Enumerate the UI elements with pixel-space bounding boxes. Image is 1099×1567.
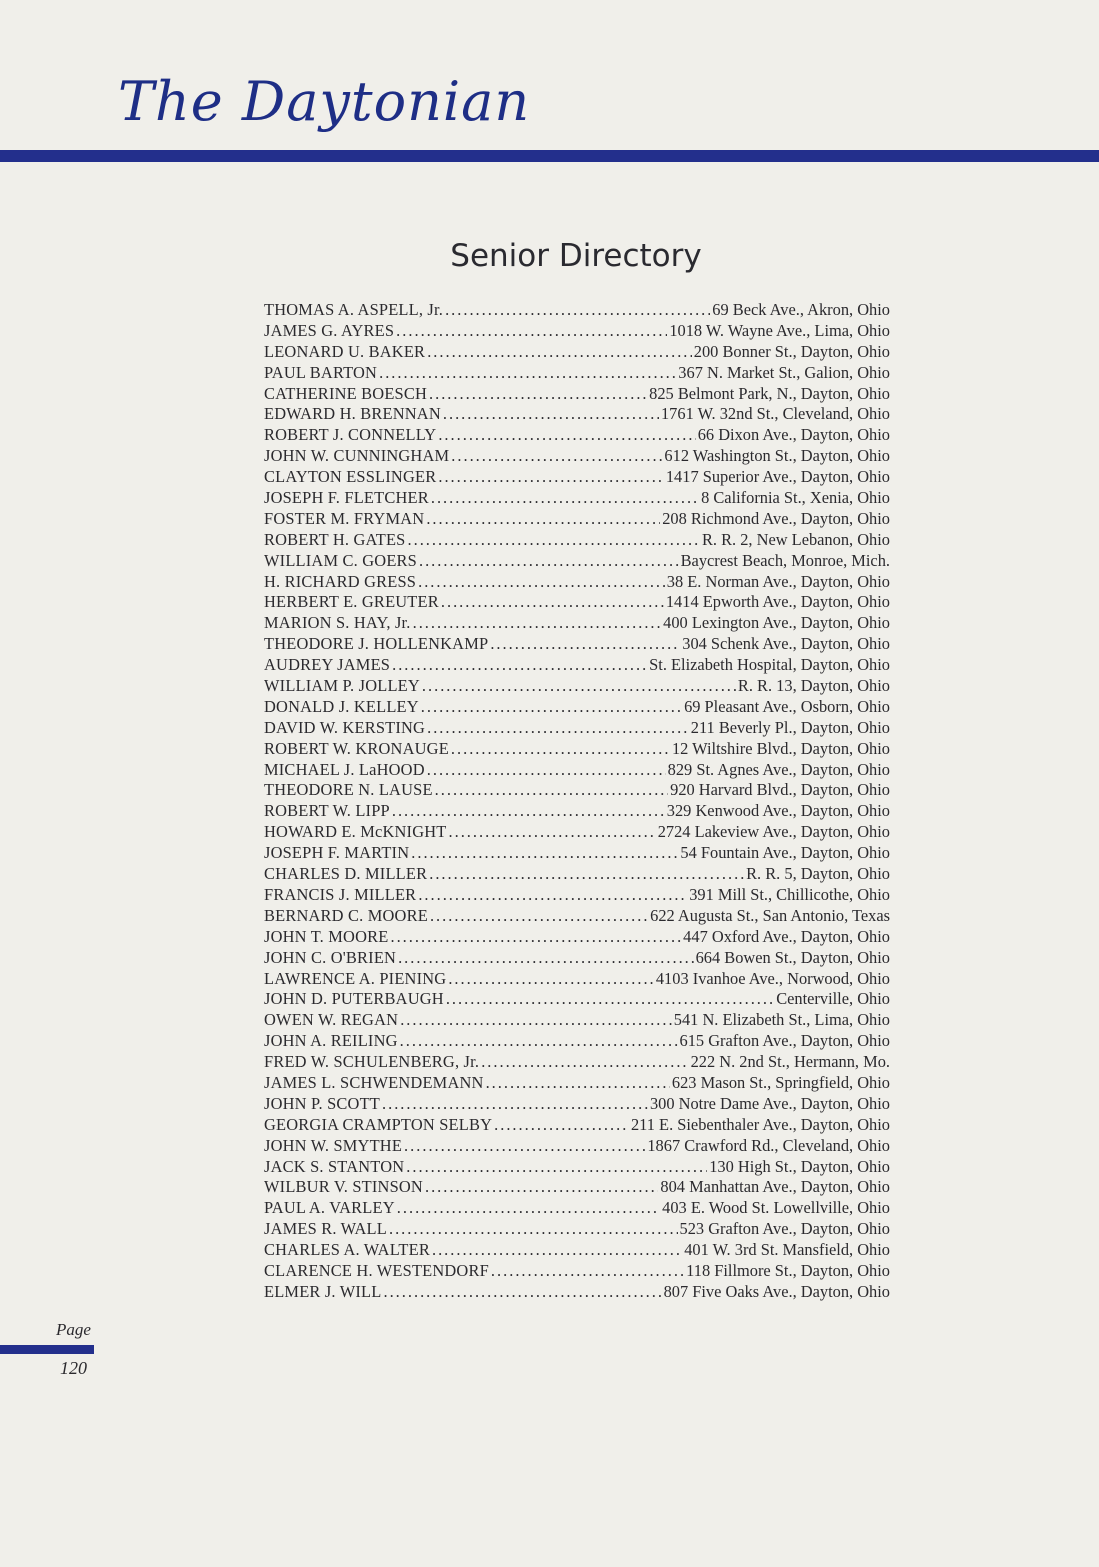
dot-leader: [451, 739, 670, 760]
directory-entry: [264, 488, 890, 509]
entry-name: LEONARD U. BAKER: [264, 341, 426, 361]
entry-address: 300 Notre Dame Ave., Dayton, Ohio: [649, 1093, 890, 1113]
entry-address: 523 Grafton Ave., Dayton, Ohio: [679, 1219, 890, 1239]
entry-name: JOHN P. SCOTT: [264, 1093, 380, 1113]
entry-name: THOMAS A. ASPELL, Jr.: [264, 300, 444, 319]
dot-leader: [408, 530, 700, 551]
directory-entry: [264, 1177, 890, 1198]
entry-name: H. RICHARD GRESS: [264, 571, 417, 591]
dot-leader: [390, 927, 681, 948]
entry-name: JOHN C. O'BRIEN: [264, 947, 397, 967]
dot-leader: [398, 948, 694, 969]
dot-leader: [383, 1282, 661, 1303]
entry-address: 208 Richmond Ave., Dayton, Ohio: [662, 508, 890, 528]
entry-address: 1414 Epworth Ave., Dayton, Ohio: [665, 592, 890, 612]
entry-address: 1417 Superior Ave., Dayton, Ohio: [665, 467, 890, 487]
entry-name: ROBERT W. KRONAUGE: [264, 738, 449, 758]
entry-name: CHARLES A. WALTER: [264, 1240, 430, 1260]
entry-name: HOWARD E. McKNIGHT: [264, 822, 447, 842]
directory-entry: [264, 697, 890, 718]
dot-leader: [427, 718, 689, 739]
directory-entry: [264, 342, 890, 363]
directory-entry: [264, 1031, 890, 1052]
entry-address: 118 Fillmore St., Dayton, Ohio: [686, 1260, 890, 1280]
entry-name: ROBERT W. LIPP: [264, 801, 390, 821]
dot-leader: [451, 446, 662, 467]
dot-leader: [429, 384, 647, 405]
entry-name: WILLIAM C. GOERS: [264, 550, 417, 570]
entry-name: MICHAEL J. LaHOOD: [264, 759, 425, 779]
directory-entry: [264, 676, 890, 697]
entry-name: ROBERT J. CONNELLY: [264, 425, 437, 445]
entry-name: DONALD J. KELLEY: [264, 696, 419, 716]
entry-name: FRANCIS J. MILLER: [264, 884, 417, 904]
entry-name: JOHN T. MOORE: [264, 926, 389, 946]
directory-entry: [264, 843, 890, 864]
entry-address: 1018 W. Wayne Ave., Lima, Ohio: [669, 320, 890, 340]
entry-name: WILBUR V. STINSON: [264, 1177, 423, 1197]
directory-entry: [264, 969, 890, 990]
dot-leader: [396, 321, 667, 342]
dot-leader: [418, 885, 687, 906]
entry-address: 4103 Ivanhoe Ave., Norwood, Ohio: [655, 968, 890, 988]
dot-leader: [449, 822, 656, 843]
dot-leader: [392, 655, 647, 676]
dot-leader: [426, 509, 660, 530]
entry-address: 612 Washington St., Dayton, Ohio: [664, 446, 890, 466]
entry-address: 623 Mason St., Springfield, Ohio: [671, 1072, 890, 1092]
entry-name: JOHN W. CUNNINGHAM: [264, 446, 450, 466]
directory-entry: [264, 739, 890, 760]
entry-address: 69 Pleasant Ave., Osborn, Ohio: [684, 696, 890, 716]
entry-name: ELMER J. WILL: [264, 1281, 382, 1301]
directory-entry: [264, 300, 890, 321]
entry-address: 622 Augusta St., San Antonio, Texas: [650, 905, 890, 925]
dot-leader: [429, 864, 744, 885]
masthead-title: The Daytonian: [118, 70, 531, 133]
dot-leader: [441, 592, 664, 613]
directory-entry: [264, 467, 890, 488]
dot-leader: [486, 1073, 670, 1094]
dot-leader: [413, 613, 662, 634]
directory-entry: [264, 551, 890, 572]
dot-leader: [438, 425, 695, 446]
entry-address: 130 High St., Dayton, Ohio: [709, 1156, 890, 1176]
entry-address: 447 Oxford Ave., Dayton, Ohio: [683, 926, 890, 946]
entry-address: 66 Dixon Ave., Dayton, Ohio: [697, 425, 890, 445]
entry-address: R. R. 13, Dayton, Ohio: [737, 676, 890, 696]
dot-leader: [494, 1115, 629, 1136]
directory-entry: [264, 1261, 890, 1282]
entry-name: EDWARD H. BRENNAN: [264, 404, 441, 424]
directory-entry: [264, 1010, 890, 1031]
directory-entry: [264, 321, 890, 342]
entry-address: 329 Kenwood Ave., Dayton, Ohio: [666, 801, 890, 821]
dot-leader: [397, 1198, 660, 1219]
entry-name: AUDREY JAMES: [264, 655, 391, 675]
directory-entry: [264, 634, 890, 655]
dot-leader: [481, 1052, 688, 1073]
directory-entry: [264, 864, 890, 885]
entry-address: 401 W. 3rd St. Mansfield, Ohio: [684, 1240, 890, 1260]
entry-address: 2724 Lakeview Ave., Dayton, Ohio: [657, 822, 890, 842]
dot-leader: [400, 1010, 672, 1031]
entry-name: CLAYTON ESSLINGER: [264, 467, 437, 487]
header-rule: [0, 150, 1099, 162]
entry-name: BERNARD C. MOORE: [264, 905, 428, 925]
dot-leader: [445, 300, 710, 321]
entry-address: R. R. 5, Dayton, Ohio: [746, 864, 890, 884]
entry-name: OWEN W. REGAN: [264, 1010, 399, 1030]
page-number: 120: [60, 1358, 87, 1378]
entry-name: JACK S. STANTON: [264, 1156, 405, 1176]
page-label: Page: [56, 1320, 91, 1339]
directory-entry: [264, 1136, 890, 1157]
entry-address: 664 Bowen St., Dayton, Ohio: [695, 947, 890, 967]
entry-name: DAVID W. KERSTING: [264, 717, 426, 737]
dot-leader: [419, 551, 679, 572]
dot-leader: [491, 1261, 684, 1282]
entry-address: Centerville, Ohio: [776, 989, 890, 1009]
dot-leader: [422, 676, 736, 697]
directory-entry: [264, 1240, 890, 1261]
directory-entry: [264, 613, 890, 634]
dot-leader: [411, 843, 678, 864]
directory-entry: [264, 1115, 890, 1136]
entry-address: 54 Fountain Ave., Dayton, Ohio: [680, 843, 890, 863]
directory-entry: [264, 446, 890, 467]
entry-name: PAUL A. VARLEY: [264, 1198, 395, 1218]
entry-address: 391 Mill St., Chillicothe, Ohio: [689, 884, 890, 904]
entry-address: 541 N. Elizabeth St., Lima, Ohio: [673, 1010, 890, 1030]
directory-entry: [264, 801, 890, 822]
entry-name: PAUL BARTON: [264, 362, 378, 382]
entry-address: 304 Schenk Ave., Dayton, Ohio: [682, 634, 890, 654]
dot-leader: [425, 1177, 658, 1198]
entry-name: JOSEPH F. MARTIN: [264, 843, 410, 863]
directory-entry: [264, 822, 890, 843]
directory-entry: [264, 906, 890, 927]
directory-entry: [264, 363, 890, 384]
entry-address: 1867 Crawford Rd., Cleveland, Ohio: [647, 1135, 890, 1155]
entry-name: JOSEPH F. FLETCHER: [264, 488, 429, 508]
dot-leader: [421, 697, 682, 718]
entry-address: 8 California St., Xenia, Ohio: [701, 488, 890, 508]
entry-name: ROBERT H. GATES: [264, 529, 406, 549]
directory-entry: [264, 1219, 890, 1240]
directory-entry: [264, 509, 890, 530]
dot-leader: [435, 780, 668, 801]
directory-entry: [264, 1052, 890, 1073]
dot-leader: [418, 572, 665, 593]
entry-name: CATHERINE BOESCH: [264, 383, 428, 403]
dot-leader: [427, 760, 666, 781]
entry-name: JOHN A. REILING: [264, 1031, 398, 1051]
dot-leader: [389, 1219, 678, 1240]
entry-name: WILLIAM P. JOLLEY: [264, 676, 420, 696]
directory-entry: [264, 384, 890, 405]
entry-address: 825 Belmont Park, N., Dayton, Ohio: [649, 383, 890, 403]
entry-name: JAMES L. SCHWENDEMANN: [264, 1072, 484, 1092]
entry-address: 1761 W. 32nd St., Cleveland, Ohio: [660, 404, 890, 424]
directory-entry: [264, 718, 890, 739]
directory-entry: [264, 760, 890, 781]
dot-leader: [427, 342, 692, 363]
entry-address: 211 E. Siebenthaler Ave., Dayton, Ohio: [630, 1114, 890, 1134]
entry-name: CHARLES D. MILLER: [264, 864, 428, 884]
directory-entry: [264, 425, 890, 446]
dot-leader: [448, 969, 654, 990]
senior-directory-list: [264, 300, 890, 1303]
entry-address: 367 N. Market St., Galion, Ohio: [678, 362, 890, 382]
entry-address: 12 Wiltshire Blvd., Dayton, Ohio: [671, 738, 890, 758]
entry-address: 211 Beverly Pl., Dayton, Ohio: [690, 717, 890, 737]
entry-address: 829 St. Agnes Ave., Dayton, Ohio: [667, 759, 890, 779]
directory-entry: [264, 572, 890, 593]
dot-leader: [438, 467, 664, 488]
directory-entry: [264, 948, 890, 969]
directory-entry: [264, 1157, 890, 1178]
entry-name: JOHN D. PUTERBAUGH: [264, 989, 444, 1009]
dot-leader: [400, 1031, 678, 1052]
entry-address: 222 N. 2nd St., Hermann, Mo.: [690, 1052, 890, 1072]
entry-name: JAMES G. AYRES: [264, 320, 395, 340]
directory-entry: [264, 780, 890, 801]
entry-name: MARION S. HAY, Jr.: [264, 613, 411, 633]
entry-name: FRED W. SCHULENBERG, Jr.: [264, 1052, 480, 1072]
entry-address: 615 Grafton Ave., Dayton, Ohio: [679, 1031, 890, 1051]
entry-name: THEODORE J. HOLLENKAMP: [264, 634, 489, 654]
dot-leader: [379, 363, 676, 384]
dot-leader: [382, 1094, 648, 1115]
directory-entry: [264, 404, 890, 425]
entry-address: 807 Five Oaks Ave., Dayton, Ohio: [663, 1281, 890, 1301]
entry-name: FOSTER M. FRYMAN: [264, 508, 425, 528]
dot-leader: [406, 1157, 707, 1178]
dot-leader: [392, 801, 665, 822]
dot-leader: [446, 989, 774, 1010]
directory-entry: [264, 1198, 890, 1219]
page-rule: [0, 1345, 94, 1354]
dot-leader: [432, 1240, 682, 1261]
directory-entry: [264, 1094, 890, 1115]
directory-entry: [264, 1282, 890, 1303]
entry-address: 804 Manhattan Ave., Dayton, Ohio: [660, 1177, 890, 1197]
entry-name: JAMES R. WALL: [264, 1219, 387, 1239]
entry-address: R. R. 2, New Lebanon, Ohio: [701, 529, 890, 549]
directory-entry: [264, 927, 890, 948]
entry-name: LAWRENCE A. PIENING: [264, 968, 447, 988]
directory-entry: [264, 1073, 890, 1094]
directory-entry: [264, 989, 890, 1010]
entry-address: 38 E. Norman Ave., Dayton, Ohio: [666, 571, 890, 591]
entry-address: Baycrest Beach, Monroe, Mich.: [680, 550, 890, 570]
dot-leader: [404, 1136, 645, 1157]
dot-leader: [431, 488, 699, 509]
entry-name: THEODORE N. LAUSE: [264, 780, 433, 800]
page-title: Senior Directory: [450, 238, 702, 274]
directory-entry: [264, 885, 890, 906]
entry-address: 200 Bonner St., Dayton, Ohio: [693, 341, 890, 361]
entry-address: 403 E. Wood St. Lowellville, Ohio: [662, 1198, 890, 1218]
entry-name: GEORGIA CRAMPTON SELBY: [264, 1114, 493, 1134]
entry-address: St. Elizabeth Hospital, Dayton, Ohio: [649, 655, 890, 675]
entry-address: 69 Beck Ave., Akron, Ohio: [712, 300, 890, 319]
entry-address: 400 Lexington Ave., Dayton, Ohio: [663, 613, 890, 633]
entry-name: CLARENCE H. WESTENDORF: [264, 1260, 489, 1280]
entry-address: 920 Harvard Blvd., Dayton, Ohio: [670, 780, 890, 800]
dot-leader: [443, 404, 659, 425]
dot-leader: [490, 634, 680, 655]
directory-entry: [264, 655, 890, 676]
directory-entry: [264, 592, 890, 613]
entry-name: JOHN W. SMYTHE: [264, 1135, 403, 1155]
directory-entry: [264, 530, 890, 551]
entry-name: HERBERT E. GREUTER: [264, 592, 439, 612]
dot-leader: [430, 906, 648, 927]
